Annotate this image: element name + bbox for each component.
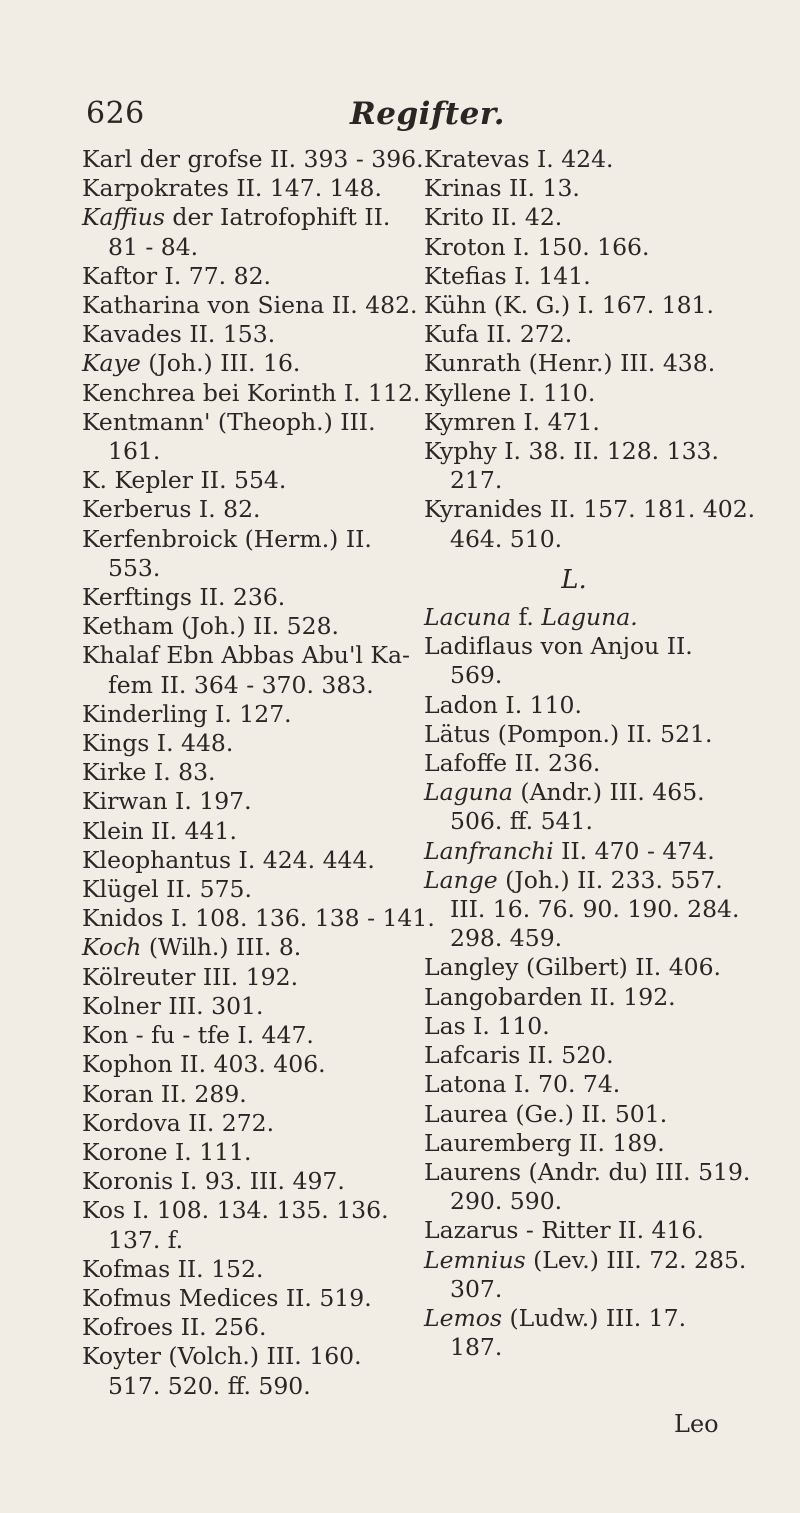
index-entry	[424, 1246, 784, 1275]
index-entry-continuation	[82, 1226, 422, 1255]
index-entry	[82, 262, 422, 291]
index-entry-text: Kofmas II. 152.	[82, 1254, 264, 1283]
index-entry-continuation	[424, 1187, 784, 1216]
index-entry-text: Ladiflaus von Anjou II.	[424, 632, 693, 661]
index-entry	[424, 379, 784, 408]
index-entry	[424, 691, 784, 720]
index-entry-text: Kroton I. 150. 166.	[424, 232, 650, 261]
index-entry-text: der Iatrofophift II.	[164, 203, 391, 232]
index-entry	[424, 174, 784, 203]
index-entry-text: Kinderling I. 127.	[82, 699, 292, 728]
page-number: 626	[86, 96, 145, 131]
index-entry-text: Lafcaris II. 520.	[424, 1041, 614, 1070]
index-entry-text: 217.	[450, 466, 503, 495]
index-entry-text: 161.	[108, 437, 161, 466]
index-entry-text: Lacuna	[424, 603, 512, 632]
index-entry-text: L.	[561, 564, 587, 595]
index-entry-text: Klügel II. 575.	[82, 875, 252, 904]
index-entry	[82, 203, 422, 232]
index-entry	[424, 1100, 784, 1129]
index-entry	[424, 837, 784, 866]
index-entry-text: Kerberus I. 82.	[82, 495, 261, 524]
index-entry-continuation	[82, 233, 422, 262]
index-entry-text: Kon - fu - tfe I. 447.	[82, 1021, 314, 1050]
index-entry	[82, 612, 422, 641]
index-entry	[82, 787, 422, 816]
index-entry	[82, 408, 422, 437]
index-entry	[82, 495, 422, 524]
index-entry-text: Las I. 110.	[424, 1011, 550, 1040]
index-entry-continuation	[82, 554, 422, 583]
index-entry-continuation	[82, 671, 422, 700]
index-entry-text: Kerfenbroick (Herm.) II.	[82, 524, 372, 553]
index-entry-text: (Lev.) III. 72. 285.	[525, 1245, 747, 1274]
index-entry	[424, 1304, 784, 1333]
index-entry-continuation	[424, 807, 784, 836]
index-entry-text: 517. 520. ff. 590.	[108, 1371, 311, 1400]
index-entry	[82, 1138, 422, 1167]
index-entry-text: Lanfranchi	[424, 836, 554, 865]
index-entry	[82, 1050, 422, 1079]
index-entry	[82, 1342, 422, 1371]
index-entry-text: Lätus (Pompon.) II. 521.	[424, 719, 713, 748]
index-entry	[82, 641, 422, 670]
index-entry	[82, 992, 422, 1021]
index-entry-text: Khalaf Ebn Abbas Abu'l Ka-	[82, 641, 410, 670]
index-entry	[424, 437, 784, 466]
index-entry-text: Kirwan I. 197.	[82, 787, 252, 816]
index-entry-text: 506. ff. 541.	[450, 807, 593, 836]
index-entry	[424, 603, 784, 632]
index-entry-text: Latona I. 70. 74.	[424, 1070, 621, 1099]
index-column-right	[424, 145, 784, 1362]
index-entry-text: Koran II. 289.	[82, 1079, 247, 1108]
index-entry-text: Kos I. 108. 134. 135. 136.	[82, 1196, 389, 1225]
index-entry-continuation	[424, 895, 784, 924]
page-header	[0, 96, 800, 136]
index-entry-text: Klein II. 441.	[82, 816, 237, 845]
index-entry	[424, 291, 784, 320]
index-entry	[82, 1109, 422, 1138]
index-entry-text: Kufa II. 272.	[424, 320, 573, 349]
index-entry-text: Kordova II. 272.	[82, 1108, 275, 1137]
index-entry	[82, 379, 422, 408]
index-entry-text: f.	[511, 603, 542, 632]
index-entry-text: Kratevas I. 424.	[424, 145, 614, 173]
index-entry-continuation	[424, 1333, 784, 1362]
index-entry-continuation	[82, 1372, 422, 1401]
index-entry-text: 569.	[450, 661, 503, 690]
index-entry-text: (Joh.) III. 16.	[140, 349, 301, 378]
index-entry	[424, 262, 784, 291]
index-entry-text: Kofmus Medices II. 519.	[82, 1283, 372, 1312]
index-entry	[424, 320, 784, 349]
index-entry	[424, 632, 784, 661]
index-entry	[82, 904, 435, 933]
index-entry-text: Koch	[82, 933, 142, 962]
index-entry-text: Karpokrates II. 147. 148.	[82, 174, 382, 203]
index-entry-text: 464. 510.	[450, 524, 563, 553]
index-entry	[424, 203, 784, 232]
index-entry	[82, 758, 422, 787]
index-entry-text: 81 - 84.	[108, 232, 199, 261]
index-entry	[82, 583, 422, 612]
index-entry	[424, 233, 784, 262]
index-entry-text: Koronis I. 93. III. 497.	[82, 1167, 345, 1196]
running-head: Regifter.	[350, 96, 506, 132]
index-entry	[82, 1080, 422, 1109]
index-entry	[424, 349, 784, 378]
index-entry	[424, 1041, 784, 1070]
index-entry	[424, 720, 784, 749]
index-entry	[424, 495, 784, 524]
index-entry-text: Kunrath (Henr.) III. 438.	[424, 349, 716, 378]
index-entry-text: Krito II. 42.	[424, 203, 563, 232]
index-entry-text: Laguna.	[541, 603, 638, 632]
index-entry	[82, 466, 422, 495]
index-entry-text: (Wilh.) III. 8.	[141, 933, 302, 962]
index-entry-text: 187.	[450, 1333, 503, 1362]
index-entry-text: Kentmann' (Theoph.) III.	[82, 407, 376, 436]
index-entry	[82, 875, 422, 904]
index-entry-text: Kolner III. 301.	[82, 991, 264, 1020]
index-entry-continuation	[82, 437, 422, 466]
index-entry-text: 290. 590.	[450, 1187, 563, 1216]
index-entry-text: Kofroes II. 256.	[82, 1313, 267, 1342]
index-entry-text: (Joh.) II. 233. 557.	[497, 865, 723, 894]
index-entry	[82, 1196, 422, 1225]
index-entry-text: Kymren I. 471.	[424, 407, 600, 436]
index-entry-text: Kavades II. 153.	[82, 320, 276, 349]
index-entry-text: Korone I. 111.	[82, 1137, 252, 1166]
index-entry	[82, 525, 422, 554]
index-entry	[424, 983, 784, 1012]
index-entry-text: Kyllene I. 110.	[424, 378, 596, 407]
index-entry-text: 298. 459.	[450, 924, 563, 953]
index-entry-text: Lemos	[424, 1303, 503, 1332]
index-entry-text: Kenchrea bei Korinth I. 112.	[82, 378, 421, 407]
index-entry-text: Laurens (Andr. du) III. 519.	[424, 1157, 751, 1186]
index-entry-continuation	[424, 924, 784, 953]
index-entry	[82, 349, 422, 378]
index-entry-continuation	[424, 525, 784, 554]
index-entry-text: Langley (Gilbert) II. 406.	[424, 953, 722, 982]
index-entry	[424, 866, 784, 895]
index-entry-text: Kyranides II. 157. 181. 402.	[424, 495, 756, 524]
index-entry	[82, 1284, 422, 1313]
index-entry	[424, 1216, 784, 1245]
index-entry	[82, 729, 422, 758]
index-entry	[424, 1012, 784, 1041]
index-entry-text: II. 470 - 474.	[553, 836, 715, 865]
index-entry	[424, 1129, 784, 1158]
index-entry-text: 553.	[108, 553, 161, 582]
index-entry-text: Koyter (Volch.) III. 160.	[82, 1342, 362, 1371]
index-entry-text: Kühn (K. G.) I. 167. 181.	[424, 291, 714, 320]
index-entry	[424, 749, 784, 778]
index-entry-text: Knidos I. 108. 136. 138 - 141.	[82, 904, 435, 933]
index-entry-text: Kleophantus I. 424. 444.	[82, 845, 375, 874]
index-entry-text: fem II. 364 - 370. 383.	[108, 670, 374, 699]
index-entry-text: Kyphy I. 38. II. 128. 133.	[424, 437, 719, 466]
index-entry	[82, 1167, 422, 1196]
index-entry-text: Langobarden II. 192.	[424, 982, 676, 1011]
index-entry-text: Kophon II. 403. 406.	[82, 1050, 326, 1079]
index-entry-text: Kerftings II. 236.	[82, 583, 286, 612]
index-entry	[424, 1070, 784, 1099]
index-entry	[82, 933, 422, 962]
index-entry-text: 137. f.	[108, 1225, 184, 1254]
index-entry	[424, 778, 784, 807]
index-entry-text: Ktefias I. 141.	[424, 261, 591, 290]
index-entry	[424, 145, 784, 174]
index-entry	[82, 1313, 422, 1342]
index-entry	[424, 953, 784, 982]
index-column-left	[82, 145, 435, 1401]
index-entry-text: 307.	[450, 1274, 503, 1303]
index-entry-text: Krinas II. 13.	[424, 174, 580, 203]
index-entry-text: Ketham (Joh.) II. 528.	[82, 612, 339, 641]
index-entry-text: III. 16. 76. 90. 190. 284.	[450, 895, 740, 924]
index-entry-text: Kaffius	[82, 203, 165, 232]
index-entry	[82, 700, 422, 729]
index-entry-text: Kirke I. 83.	[82, 758, 216, 787]
index-entry	[82, 1021, 422, 1050]
index-entry	[82, 174, 422, 203]
index-entry-text: Kölreuter III. 192.	[82, 962, 299, 991]
index-entry-continuation	[424, 466, 784, 495]
index-entry	[82, 846, 422, 875]
index-entry-continuation	[424, 1275, 784, 1304]
index-entry-text: Lauremberg II. 189.	[424, 1128, 665, 1157]
index-entry-text: Lange	[424, 865, 498, 894]
index-entry-text: Karl der grofse II. 393 - 396.	[82, 145, 424, 173]
index-entry-text: Laurea (Ge.) II. 501.	[424, 1099, 668, 1128]
index-entry-text: Lafoffe II. 236.	[424, 749, 601, 778]
index-entry-text: (Ludw.) III. 17.	[502, 1303, 687, 1332]
index-entry	[82, 145, 422, 174]
index-entry	[82, 817, 422, 846]
index-entry-text: Katharina von Siena II. 482.	[82, 291, 418, 320]
index-entry	[82, 320, 422, 349]
index-entry-text: Kings I. 448.	[82, 729, 234, 758]
index-entry-text: K. Kepler II. 554.	[82, 466, 287, 495]
index-entry-text: Ladon I. 110.	[424, 690, 582, 719]
index-entry-text: Lazarus - Ritter II. 416.	[424, 1216, 704, 1245]
index-entry-text: Kaye	[82, 349, 141, 378]
catchword: Leo	[674, 1410, 719, 1438]
section-letter	[424, 566, 784, 595]
index-entry	[82, 291, 422, 320]
index-entry	[82, 963, 422, 992]
index-entry-continuation	[424, 661, 784, 690]
index-entry-text: Lemnius	[424, 1245, 526, 1274]
index-entry-text: (Andr.) III. 465.	[512, 778, 705, 807]
index-entry-text: Kaftor I. 77. 82.	[82, 261, 271, 290]
index-entry	[424, 1158, 784, 1187]
index-entry-text: Laguna	[424, 778, 513, 807]
index-entry	[424, 408, 784, 437]
index-entry	[82, 1255, 422, 1284]
